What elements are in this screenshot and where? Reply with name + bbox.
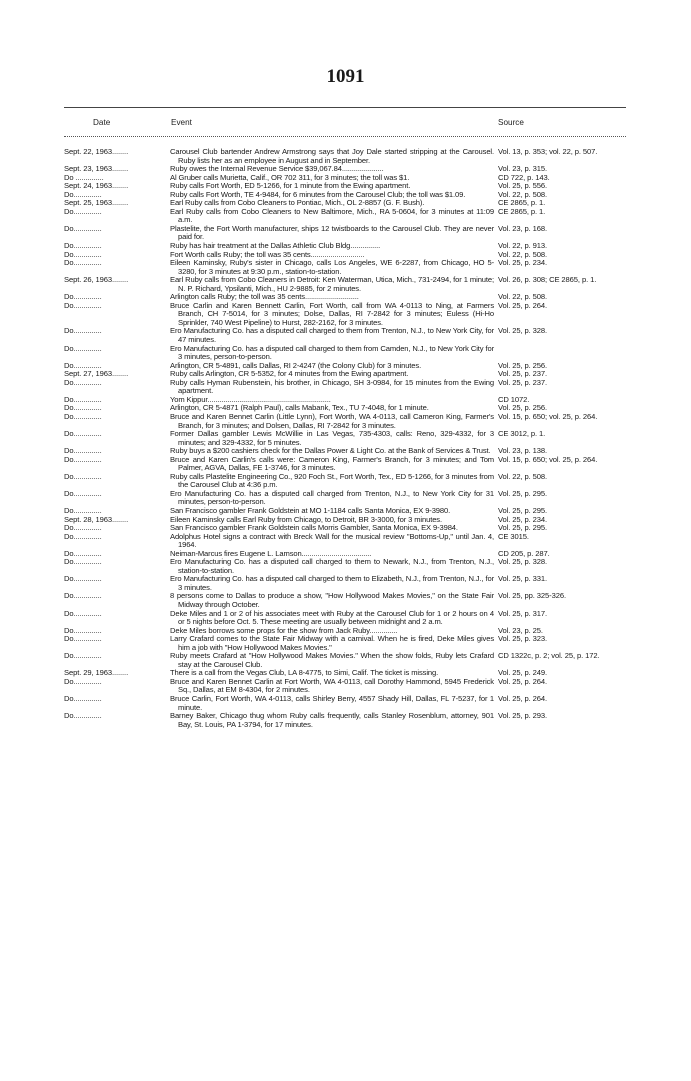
row-date: Do.............. bbox=[64, 626, 102, 635]
row-event: Arlington, CR 5-4871 (Ralph Paul), calls Mabank, Tex., TU 7-4048, for 1 minute. bbox=[170, 403, 429, 413]
row-event: Carousel Club bartender Andrew Armstrong says that Joy Dale started stripping at the Carousel. Ruby lists her as an employee in August and in September. bbox=[170, 147, 494, 165]
row-event: Ruby meets Crafard at "How Hollywood Makes Movies." When the show folds, Ruby lets Crafard stay at the Carousel Club. bbox=[170, 651, 494, 669]
row-date: Do.............. bbox=[64, 455, 102, 464]
row-event: Ruby buys a $200 cashiers check for the Dallas Power & Light Co. at the Bank of Services & Trust. bbox=[170, 446, 491, 456]
table-row bbox=[64, 208, 626, 225]
row-event: Arlington, CR 5-4891, calls Dallas, RI 2-4247 (the Colony Club) for 3 minutes. bbox=[170, 360, 422, 370]
row-event: Barney Baker, Chicago thug whom Ruby calls frequently, calls Stanley Rosenblum, attorney, 901 Bay, St. Louis, PA 1-3794, for 17 minutes. bbox=[170, 711, 494, 729]
row-source: Vol. 25, p. 237. bbox=[498, 377, 548, 387]
row-event: Ruby calls Fort Worth, ED 5-1266, for 1 minute from the Ewing apartment. bbox=[170, 181, 411, 191]
table-row bbox=[64, 695, 626, 712]
row-event: Ruby calls Arlington, CR 5-5352, for 4 minutes from the Ewing apartment. bbox=[170, 369, 409, 379]
row-event: Ero Manufacturing Co. has a disputed call charged to them from Trenton, N.J., to New York City, for 47 minutes. bbox=[170, 326, 494, 345]
row-event: Adolphus Hotel signs a contract with Breck Wall for the musical review "Bottoms-Up," until Jan. 4, 1964. bbox=[170, 531, 494, 550]
row-event: Yom Kippur.............................................................. bbox=[170, 394, 331, 404]
row-event: Ruby calls Hyman Rubenstein, his brother, in Chicago, SH 3-0984, for 15 minutes from the Ewing apartment. bbox=[170, 377, 494, 396]
row-date: Do.............. bbox=[64, 695, 102, 703]
row-event: Bruce Carlin, Fort Worth, WA 4-0113, calls Shirley Berry, 4557 Shady Hill, Dallas, FL 7-5237, for 1 minute. bbox=[170, 694, 494, 712]
row-source: CE 3015. bbox=[498, 531, 529, 541]
row-date: Sept. 25, 1963........ bbox=[64, 199, 129, 208]
row-source: Vol. 15, p. 650; vol. 25, p. 264. bbox=[498, 454, 598, 464]
row-event: San Francisco gambler Frank Goldstein at MO 1-1184 calls Santa Monica, EX 9-3980. bbox=[170, 505, 451, 515]
row-date: Do.............. bbox=[64, 412, 102, 421]
table-row bbox=[64, 635, 626, 652]
row-source: Vol. 22, p. 508. bbox=[498, 471, 548, 481]
table-row bbox=[64, 610, 626, 627]
row-event: There is a call from the Vegas Club, LA 8-4775, to Simi, Calif. The ticket is missing. bbox=[170, 668, 439, 678]
row-date: Sept. 23, 1963........ bbox=[64, 165, 129, 174]
row-event: Ruby owes the Internal Revenue Service $39,067.84..................... bbox=[170, 164, 384, 174]
row-event: Former Dallas gambler Lewis McWillie in Las Vegas, 735-4303, calls: Reno, 329-4332, for 3 minutes; and 329-4332, for 5 minutes. bbox=[170, 429, 494, 447]
row-source: CD 722, p. 143. bbox=[498, 172, 550, 182]
row-date: Do.............. bbox=[64, 712, 102, 721]
row-event: Larry Crafard comes to the State Fair Midway with a carnival. When he is fired, Deke Miles gives him a job with "How Hollywood Makes Movies." bbox=[170, 634, 494, 652]
table-row bbox=[64, 490, 626, 507]
row-date: Sept. 26, 1963........ bbox=[64, 276, 129, 285]
row-source: CD 205, p. 287. bbox=[498, 548, 550, 558]
row-date: Do.............. bbox=[64, 635, 102, 644]
row-event: Bruce and Karen Carlin's calls were: Cameron King, Farmer's Branch, for 3 minutes; and Tom Palmer, AGVA, Dallas, FE 1-3746, for 3 minutes. bbox=[170, 454, 494, 473]
table-row bbox=[64, 712, 626, 729]
row-date: Do.............. bbox=[64, 301, 102, 310]
row-event: Al Gruber calls Murietta, Calif., OR 702 311, for 3 minutes; the toll was $1. bbox=[170, 172, 410, 182]
row-event: Ero Manufacturing Co. has a disputed call charged to them to Elizabeth, N.J., from Trenton, N.J., for 3 minutes. bbox=[170, 574, 494, 592]
row-date: Sept. 22, 1963........ bbox=[64, 148, 129, 156]
row-date: Sept. 27, 1963........ bbox=[64, 370, 129, 379]
row-date: Do.............. bbox=[64, 549, 102, 558]
table-row bbox=[64, 327, 626, 344]
row-source: Vol. 25, p. 234. bbox=[498, 258, 548, 268]
row-source: CE 2865, p. 1. bbox=[498, 198, 546, 208]
row-event: Bruce Carlin and Karen Bennett Carlin, Fort Worth, call from WA 4-0113 to Ning, at Farmers Branch, CH 7-5014, for 3 minutes; Dolse, Dallas, RI 7-2842 for 3 minutes; Euless (Hi-Ho Sprinkler, 740 West Pipeline) to Hurst, 282-2162, for 3 minutes. bbox=[170, 300, 494, 327]
chronology-table bbox=[64, 148, 626, 729]
row-source: Vol. 25, p. 323. bbox=[498, 634, 548, 644]
row-source: Vol. 25, p. 295. bbox=[498, 523, 548, 533]
row-date: Do.............. bbox=[64, 395, 102, 404]
row-date: Do.............. bbox=[64, 524, 102, 533]
row-event: Eileen Kaminsky calls Earl Ruby from Chicago, to Detroit, BR 3-3000, for 3 minutes. bbox=[170, 514, 442, 524]
row-event: Ero Manufacturing Co. has a disputed call charged to them from Camden, N.J., to New York City for 3 minutes, person-to-person. bbox=[170, 343, 494, 362]
row-source: Vol. 25, p. 295. bbox=[498, 488, 548, 498]
row-date: Do.............. bbox=[64, 207, 102, 216]
row-source: Vol. 25, p. 256. bbox=[498, 403, 548, 413]
row-source: Vol. 15, p. 650; vol. 25, p. 264. bbox=[498, 411, 598, 421]
row-date: Do.............. bbox=[64, 447, 102, 456]
row-source: Vol. 23, p. 25. bbox=[498, 625, 543, 635]
row-event: Eileen Kaminsky, Ruby's sister in Chicago, calls Los Angeles, WE 6-2287, from Chicago, HO 5-3280, for 3 minutes at 9:30 p.m., station-to-station. bbox=[170, 258, 494, 276]
row-date: Do.............. bbox=[64, 506, 102, 515]
table-row bbox=[64, 533, 626, 550]
row-source: CD 1072. bbox=[498, 394, 530, 404]
row-date: Sept. 24, 1963........ bbox=[64, 182, 129, 191]
row-event: Fort Worth calls Ruby; the toll was 35 cents........................... bbox=[170, 249, 365, 259]
row-event: Deke Miles and 1 or 2 of his associates meet with Ruby at the Carousel Club for 1 or 2 hours on 4 or 5 nights before Oct. 5. These meeting are usually between midnight and 2 a.m. bbox=[170, 608, 494, 627]
row-event: Ero Manufacturing Co. has a disputed call charged to them to Newark, N.J., from Trenton, N.J., station-to-station. bbox=[170, 557, 494, 575]
row-event: Bruce and Karen Bennet Carlin (Little Lynn), Fort Worth, WA 4-0113, call Cameron King, Farmer's Branch, for 3 minutes; and Dolsen, Dallas, RI 7-2842 for 3 minutes. bbox=[170, 411, 494, 430]
row-source: Vol. 25, p. 264. bbox=[498, 300, 548, 310]
row-event: Bruce and Karen Bennet Carlin at Fort Worth, WA 4-0113, call Dorothy Hammond, 5945 Frederick Sq., Dallas, at EM 8-4304, for 2 minutes. bbox=[170, 676, 494, 695]
table-row bbox=[64, 379, 626, 396]
row-source: CD 1322c, p. 2; vol. 25, p. 172. bbox=[498, 651, 600, 661]
row-source: Vol. 25, p. 264. bbox=[498, 694, 548, 703]
row-date: Do.............. bbox=[64, 344, 102, 353]
row-date: Do.............. bbox=[64, 592, 102, 601]
header-rule bbox=[64, 136, 626, 137]
row-date: Do.............. bbox=[64, 259, 102, 268]
row-date: Do.............. bbox=[64, 532, 102, 541]
table-row bbox=[64, 148, 626, 165]
row-date: Do.............. bbox=[64, 190, 102, 199]
row-event: Earl Ruby calls from Cobo Cleaners to New Baltimore, Mich., RA 5-0604, for 3 minutes at 11:09 a.m. bbox=[170, 206, 494, 225]
row-source: Vol. 25, p. 256. bbox=[498, 360, 548, 370]
row-source: CE 3012, p. 1. bbox=[498, 429, 546, 439]
row-date: Do.............. bbox=[64, 430, 102, 439]
row-date: Do.............. bbox=[64, 250, 102, 259]
row-source: Vol. 25, p. 295. bbox=[498, 505, 548, 515]
row-source: Vol. 25, pp. 325-326. bbox=[498, 591, 566, 601]
event-column-header: Event bbox=[171, 118, 192, 127]
row-event: Ruby calls Fort Worth, TE 4-9484, for 6 minutes from the Carousel Club; the toll was $1.09. bbox=[170, 189, 466, 199]
table-row bbox=[64, 558, 626, 575]
table-row bbox=[64, 592, 626, 609]
row-date: Sept. 29, 1963........ bbox=[64, 669, 129, 678]
row-event: Ruby has hair treatment at the Dallas Athletic Club Bldg............... bbox=[170, 241, 381, 251]
table-row bbox=[64, 259, 626, 276]
source-column-header: Source bbox=[498, 118, 524, 127]
table-row bbox=[64, 430, 626, 447]
row-source: Vol. 13, p. 353; vol. 22, p. 507. bbox=[498, 147, 598, 156]
table-row bbox=[64, 413, 626, 430]
table-row bbox=[64, 575, 626, 592]
table-row bbox=[64, 302, 626, 328]
row-date: Do.............. bbox=[64, 575, 102, 584]
row-source: Vol. 25, p. 293. bbox=[498, 711, 548, 721]
row-source: Vol. 25, p. 237. bbox=[498, 369, 548, 379]
row-source: Vol. 25, p. 328. bbox=[498, 557, 548, 567]
row-source: Vol. 23, p. 168. bbox=[498, 223, 548, 233]
row-source: Vol. 25, p. 317. bbox=[498, 608, 548, 618]
row-source: Vol. 23, p. 138. bbox=[498, 446, 548, 456]
table-row bbox=[64, 456, 626, 473]
row-event: Earl Ruby calls from Cobo Cleaners to Pontiac, Mich., OL 2-8857 (G. F. Bush). bbox=[170, 198, 425, 208]
row-date: Sept. 28, 1963........ bbox=[64, 515, 129, 524]
page-number: 1091 bbox=[326, 66, 365, 87]
row-source: Vol. 22, p. 508. bbox=[498, 249, 548, 259]
row-date: Do.............. bbox=[64, 677, 102, 686]
row-date: Do.............. bbox=[64, 609, 102, 618]
row-date: Do.............. bbox=[64, 404, 102, 413]
row-source: Vol. 26, p. 308; CE 2865, p. 1. bbox=[498, 275, 597, 285]
row-event: 8 persons come to Dallas to produce a show, "How Hollywood Makes Movies," on the State Fair Midway through October. bbox=[170, 591, 494, 609]
row-date: Do.............. bbox=[64, 242, 102, 251]
table-row bbox=[64, 473, 626, 490]
row-source: CE 2865, p. 1. bbox=[498, 206, 546, 216]
table-row bbox=[64, 678, 626, 695]
row-date: Do.............. bbox=[64, 224, 102, 233]
row-source: Vol. 25, p. 234. bbox=[498, 514, 548, 524]
row-event: Ero Manufacturing Co. has a disputed call charged from Trenton, N.J., to New York City for 31 minutes, person-to-person. bbox=[170, 488, 494, 507]
row-source: Vol. 25, p. 328. bbox=[498, 326, 548, 336]
table-row bbox=[64, 652, 626, 669]
row-event: Neiman-Marcus fires Eugene L. Lamson................................... bbox=[170, 548, 372, 558]
row-date: Do.............. bbox=[64, 489, 102, 498]
row-source: Vol. 25, p. 556. bbox=[498, 181, 548, 191]
row-date: Do .............. bbox=[64, 173, 104, 182]
row-event: Ruby calls Plastelite Engineering Co., 920 Foch St., Fort Worth, Tex., ED 5-1266, for 3 minutes from the Carousel Club at 4:36 p.m. bbox=[170, 471, 494, 490]
date-column-header: Date bbox=[93, 118, 111, 127]
row-date: Do.............. bbox=[64, 378, 102, 387]
top-rule bbox=[64, 107, 626, 108]
table-row bbox=[64, 276, 626, 293]
row-date: Do.............. bbox=[64, 293, 102, 302]
row-event: Deke Miles borrows some props for the show from Jack Ruby.............. bbox=[170, 625, 398, 635]
row-source: Vol. 25, p. 249. bbox=[498, 668, 548, 678]
row-source: Vol. 23, p. 315. bbox=[498, 164, 548, 174]
row-event: Plastelite, the Fort Worth manufacturer, ships 12 twistboards to the Carousel Club. They are never paid for. bbox=[170, 223, 494, 242]
row-event: Arlington calls Ruby; the toll was 35 cents........................... bbox=[170, 292, 359, 302]
row-source: Vol. 25, p. 331. bbox=[498, 574, 548, 584]
row-source: Vol. 22, p. 508. bbox=[498, 189, 548, 199]
row-event: Earl Ruby calls from Cobo Cleaners in Detroit: Ken Waterman, Utica, Mich., 731-2494, for 1 minute; N. P. Richard, Ypsilanti, Mich., HU 2-9885, for 2 minutes. bbox=[170, 275, 494, 293]
row-date: Do.............. bbox=[64, 361, 102, 370]
row-date: Do.............. bbox=[64, 652, 102, 661]
row-source: Vol. 22, p. 508. bbox=[498, 292, 548, 302]
table-row bbox=[64, 345, 626, 362]
row-source: Vol. 22, p. 913. bbox=[498, 241, 548, 251]
row-date: Do.............. bbox=[64, 472, 102, 481]
row-date: Do.............. bbox=[64, 327, 102, 336]
row-date: Do.............. bbox=[64, 558, 102, 567]
row-source: Vol. 25, p. 264. bbox=[498, 676, 548, 686]
row-event: San Francisco gambler Frank Goldstein calls Morris Gambler, Santa Monica, EX 9-3984. bbox=[170, 523, 458, 533]
table-row bbox=[64, 225, 626, 242]
